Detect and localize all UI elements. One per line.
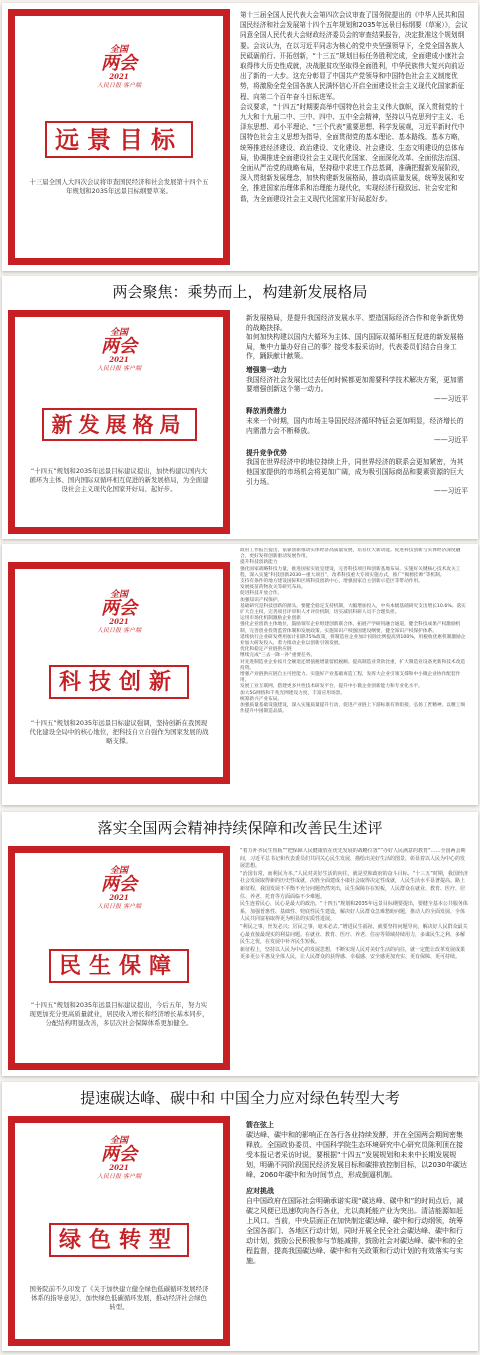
paragraph: 新发展格局，是提升我国经济发展水平、塑造国际经济合作和竞争新优势的战略抉择。 bbox=[246, 314, 464, 332]
section-title: 箭在弦上 bbox=[246, 1121, 274, 1129]
paragraph: 加强质量基础设施建设，深入实施质量提升行动，促进产业链上下游标准有效衔接，弘扬工匠精神，以精工细作提升中国制造品质。 bbox=[240, 703, 466, 715]
logo-year-text: 2021 bbox=[109, 72, 129, 81]
lianghui-logo bbox=[69, 329, 169, 372]
keyword-title bbox=[31, 949, 207, 980]
logo-top-text: 全国 bbox=[109, 1136, 128, 1146]
paragraph: 会议要求，“十四五”时期要高举中国特色社会主义伟大旗帜，深入贯彻党的十九大和十九届二中、三中、四中、五中全会精神，坚持以马克思列宁主义、毛泽东思想、邓小平理论、“三个代表”重要思想、科学发展观，习近平新时代中国特色社会主义思想为指导，全面贯彻党的基本理论、基本路线、基本方略，统筹推进经济建设、政治建设、文化建设、社会建设、生态文明建设的总体布局，协调推进全面建设社会主义现代化国家、全面深化改革、全面依法治国、全面从严治党的战略布局，坚持稳中求进工作总基调，准确把握新发展阶段，深入贯彻新发展理念，加快构建新发展格局，推动高质量发展，统筹发展和安全，推进国家治理体系和治理能力现代化，实现经济行稳致远、社会安定和谐，为全面建设社会主义现代化国家开好局起好步。 bbox=[240, 102, 465, 203]
quote-signature: ——习近平 bbox=[434, 436, 468, 445]
quote-signature: ——习近平 bbox=[434, 394, 468, 403]
panel-livelihood bbox=[2, 812, 478, 1076]
panel-header: 提速碳达峰、碳中和 中国全力应对绿色转型大考 bbox=[80, 1089, 400, 1107]
topic-card bbox=[8, 9, 230, 265]
section-title: 应对挑战 bbox=[246, 1187, 274, 1195]
paragraph: 强化企业创新主体地位，鼓励领军企业组建创新联合体，拓展产学研用融合通道，健全科技成果产权激励机制，完善创业投资监管体制和发展政策。实施知识产权强国建设纲要，健全知识产权保护体系。 bbox=[240, 622, 461, 634]
summary-text: “十四五”规划和2035年远景目标建议提出，今后五年，努力实现更加充分更高质量就业，居民收入增长和经济增长基本同步，分配结构明显改善，多层次社会保障体系更加健全。 bbox=[29, 1001, 209, 1027]
paragraph: 促进科技开放合作。 bbox=[240, 591, 283, 597]
summary-text: 国务院前不久印发了《关于加快建立健全绿色低碳循环发展经济体系的指导意见》，加快绿色低碳循环发展，推动经济社会绿色转型。 bbox=[29, 1285, 209, 1311]
section-body: 我国经济社会发展比过去任何时候都更加需要科学技术解决方案，更加需要增强创新这个第一动力。 bbox=[246, 375, 464, 394]
logo-sub-text: 人民日报 客户端 bbox=[97, 82, 141, 89]
paragraph: 强化国家战略科技力量，推进国家实验室建设，完善科技项目和创新基地布局。实施好关键核心技术攻关工程，深入实施“科技创新2030—重大项目”，改革科技重大专项实施方式，推广“揭榜挂帅”等机制。 bbox=[240, 566, 461, 578]
section-body: 未来一个时期，国内市场主导国民经济循环特征会更加明显，经济增长的内需潜力会不断释放。 bbox=[246, 416, 464, 435]
keyword-title bbox=[31, 120, 207, 155]
quote-signature: ——习近平 bbox=[434, 487, 468, 496]
keyword-box: 新发展格局 bbox=[42, 408, 197, 441]
panel-tech-innovation bbox=[2, 544, 478, 805]
paragraph: 优化和稳定产业链供应链 bbox=[240, 647, 292, 653]
topic-card bbox=[8, 1116, 230, 1346]
section-body: 自中国政府在国际社会明确承诺实现“碳达峰、碳中和”的时间点后，减碳之风便已迅速吹向各行各业，尤以高耗能产业为突出。清洁能源如赶上风口。当前，中央层面正在加快制定碳达峰、碳中和行动纲领，统筹全国各部门、各地区行动计划，同时开展全民全社会碳达峰、碳中和行动计划，鼓励公民积极参与节能减排，鼓励社会对碳达峰、碳中和的全程监督，提高我国碳达峰、碳中和有关政策和行动计划的有效落实与实施。 bbox=[246, 1197, 464, 1265]
panel-green-transition bbox=[2, 1082, 478, 1351]
logo-year-text: 2021 bbox=[109, 893, 129, 902]
logo-year-text: 2021 bbox=[109, 355, 129, 364]
paragraph: 如何加快构建以国内大循环为主体、国内国际双循环相互促进的新发展格局，集中力量办好自己的事？接受本报采访时，代表委员们结合自身工作，踊跃献计献策。 bbox=[246, 333, 464, 361]
lianghui-logo bbox=[69, 1137, 169, 1180]
lianghui-logo bbox=[69, 46, 169, 89]
article-text bbox=[240, 10, 468, 204]
paragraph: 民生连着民心，民心是最大的政治。“十四五”规划和2035年远景目标纲要提出，要健全基本公共服务体系，加强普惠性、基础性、兜底性民生建设，解决好人民群众急难愁盼问题，推动人的全面发展、全体人民共同富裕取得更为明显的实质性进展。 bbox=[240, 901, 468, 923]
paragraph: “着力补齐民生短板”“把保障人民健康放在优先发展的战略位置”“办好人民满意的教育”……全国两会期间，习近平总书记和代表委员们共同关心民生发展，描绘出美好生活的图景，彰显着以人民为中心的发展思想。 bbox=[240, 848, 466, 870]
section-title: 提升竞争优势 bbox=[246, 448, 287, 457]
article-text bbox=[246, 1120, 468, 1266]
paragraph: 新征程上，坚持以人民为中心的发展思想，不断实现人民对美好生活的向往，就一定能让改革发展成果更多更公平惠及全体人民，让人民群众的获得感、幸福感、安全感更加充实、更有保障、更可持续。 bbox=[240, 946, 466, 961]
panel-new-development bbox=[2, 276, 478, 539]
paragraph: 支持有条件的地方建设国际和区域科技创新中心，增强国家自主创新示范区等带动作用。 bbox=[240, 579, 423, 585]
article-text bbox=[240, 548, 468, 715]
paragraph: “利民之事，丝发必兴；厉民之事，毫末必去。”增进民生福祉，就要坚持问题导向，解决好人民群众最关心最直接最现实的利益问题。在就业、教育、医疗、养老、住房等领域持续用力，多谋民生之利、多解民生之忧，在发展中补齐民生短板。 bbox=[240, 923, 468, 946]
section-body: 我国在世界经济中的地位持续上升，同世界经济的联系会更加紧密，为其他国家提供的市场机会将更加广阔，成为吸引国际商品和要素资源的巨大引力场。 bbox=[246, 458, 464, 486]
paragraph: 对先进制造业企业按月全额退还增值税增量留抵税额。提高制造业贷款比重，扩大制造业设备更新和技术改造投资。 bbox=[240, 659, 466, 671]
lianghui-logo bbox=[69, 591, 169, 634]
logo-main-text: 两会 bbox=[101, 598, 137, 619]
section-body: 碳达峰、碳中和的影响正在各行各业持续发酵，并在全国两会期间密集释放。全国政协委员、中国科学院生态环境研究中心研究员陈利顶在接受本报记者采访时说，要根据“十四五”发展规划和未来中长期发展规划，明确不同阶段国民经济发展目标和碳排放控制目标，以2030年碳达峰、2060年碳中和为时间节点，形成倒逼机制。 bbox=[246, 1131, 467, 1179]
section-title: 增强第一动力 bbox=[246, 365, 287, 374]
logo-main-text: 两会 bbox=[101, 874, 137, 895]
article-text bbox=[246, 314, 468, 497]
logo-top-text: 全国 bbox=[109, 45, 128, 55]
panel-header: 落实全国两会精神持续保障和改善民生述评 bbox=[97, 819, 383, 837]
logo-sub-text: 人民日报 客户端 bbox=[97, 365, 141, 372]
paragraph: 发展工业互联网，搭建更多共性技术研发平台，提升中小微企业创新能力和专业化水平。 bbox=[240, 684, 423, 690]
topic-card bbox=[8, 562, 230, 784]
keyword-box: 远景目标 bbox=[45, 121, 193, 158]
paragraph: 继续完成“三去一降一补”重要任务。 bbox=[240, 653, 316, 659]
keyword-title bbox=[31, 665, 207, 696]
logo-main-text: 两会 bbox=[101, 53, 137, 74]
logo-year-text: 2021 bbox=[109, 617, 129, 626]
paragraph: 加强知识产权保护。 bbox=[240, 597, 283, 603]
logo-sub-text: 人民日报 客户端 bbox=[97, 903, 141, 910]
paragraph: 发展疫苗药物攻关等研究布局。 bbox=[240, 585, 306, 591]
keyword-box: 科技创新 bbox=[49, 665, 189, 699]
paragraph: “治国有常，而利民为本。”人民对美好生活的向往，就是党和政府的奋斗目标。“十三五”时期，我国经济社会发展取得新的历史性成就，决胜全面建成小康社会取得决定性成就，人民生活水平显著提高。路上新征程，我国发展不平衡不充分问题仍然突出，民生保障存在短板，人民群众在就业、教育、医疗、居住、养老、托育等方面面临不少难题。 bbox=[240, 870, 468, 900]
paragraph: 运用市场化机制激励企业创新 bbox=[240, 616, 301, 622]
paragraph: 政府工作报告提出，依靠创新推动实体经济高质量发展，培育壮大新动能。促进科技创新与实体经济深度融合，更好发挥创新驱动发展作用。 bbox=[240, 548, 461, 560]
keyword-title bbox=[31, 1223, 207, 1254]
paragraph: 统筹新兴产业布局。 bbox=[240, 696, 283, 702]
paragraph: 延续执行企业研发费用加计扣除75%政策，将制造业企业加计扣除比例提高到100%，用税收优惠机制激励企业加大研发投入，着力推动企业以创新引领发展。 bbox=[240, 634, 466, 647]
logo-top-text: 全国 bbox=[109, 590, 128, 600]
lianghui-logo bbox=[69, 867, 169, 910]
summary-text: “十四五”规划和2035年远景目标建议强调，坚持创新在我国现代化建设全局中的核心地位，把科技自立自强作为国家发展的战略支撑。 bbox=[29, 719, 209, 745]
logo-sub-text: 人民日报 客户端 bbox=[97, 627, 141, 634]
keyword-box: 绿色转型 bbox=[49, 1223, 189, 1257]
paragraph: 加大5G网络和千兆光网建设力度，丰富应用场景。 bbox=[240, 690, 346, 696]
summary-text: 十三届全国人大四次会议将审查国民经济和社会发展第十四个五年规划和2035年远景目标纲要草案。 bbox=[29, 178, 209, 195]
logo-main-text: 两会 bbox=[101, 1144, 137, 1165]
logo-sub-text: 人民日报 客户端 bbox=[97, 1173, 141, 1180]
topic-card bbox=[8, 846, 230, 1070]
topic-card bbox=[8, 310, 230, 534]
logo-main-text: 两会 bbox=[101, 336, 137, 357]
keyword-box: 民生保障 bbox=[49, 949, 189, 983]
logo-year-text: 2021 bbox=[109, 1163, 129, 1172]
summary-text: “十四五”规划和2035年远景目标建议提出，加快构建以国内大循环为主体、国内国际双循环相互促进的新发展格局，为全面建设社会主义现代化国家开好局、起好步。 bbox=[29, 467, 209, 493]
keyword-title bbox=[31, 409, 207, 439]
paragraph: 提升科技创新能力 bbox=[240, 560, 278, 566]
section-title: 释放消费潜力 bbox=[246, 407, 287, 416]
logo-top-text: 全国 bbox=[109, 866, 128, 876]
paragraph: 基础研究是科技创新的源头。要健全稳定支持机制，大幅增加投入，中央本级基础研究支出增长10.6%。落实扩大自主权，完善项目评审和人才评价机制，切实减轻科研人员不合理负担。 bbox=[240, 603, 466, 616]
panel-vision-goals bbox=[2, 3, 478, 271]
panel-header: 两会聚焦：乘势而上，构建新发展格局 bbox=[112, 283, 368, 301]
paragraph: 第十三届全国人民代表大会第四次会议审查了国务院提出的《中华人民共和国国民经济和社会发展第十四个五年规划和2035年远景目标纲要（草案）》，会议同意全国人民代表大会财政经济委员会的审查结果报告，决定批准这个规划纲要。会议认为，在以习近平同志为核心的党中央坚强领导下，全党全国各族人民砥砺前行、开拓创新，“十三五”规划目标任务胜利完成，全面建成小康社会取得伟大历史性成就，决战脱贫攻坚取得全面胜利，中华民族伟大复兴向前迈出了新的一大步。这充分彰显了中国共产党领导和中国特色社会主义制度优势，将激励全党全国各族人民满怀信心开启全面建设社会主义现代化国家新征程、向第二个百年奋斗目标进军。 bbox=[240, 11, 468, 101]
paragraph: 增强产业链供应链自主可控能力。实施好产业基础再造工程，发挥大企业引领支撑和中小微企业协作配套作用。 bbox=[240, 672, 461, 684]
logo-top-text: 全国 bbox=[109, 328, 128, 338]
article-text bbox=[240, 848, 468, 962]
